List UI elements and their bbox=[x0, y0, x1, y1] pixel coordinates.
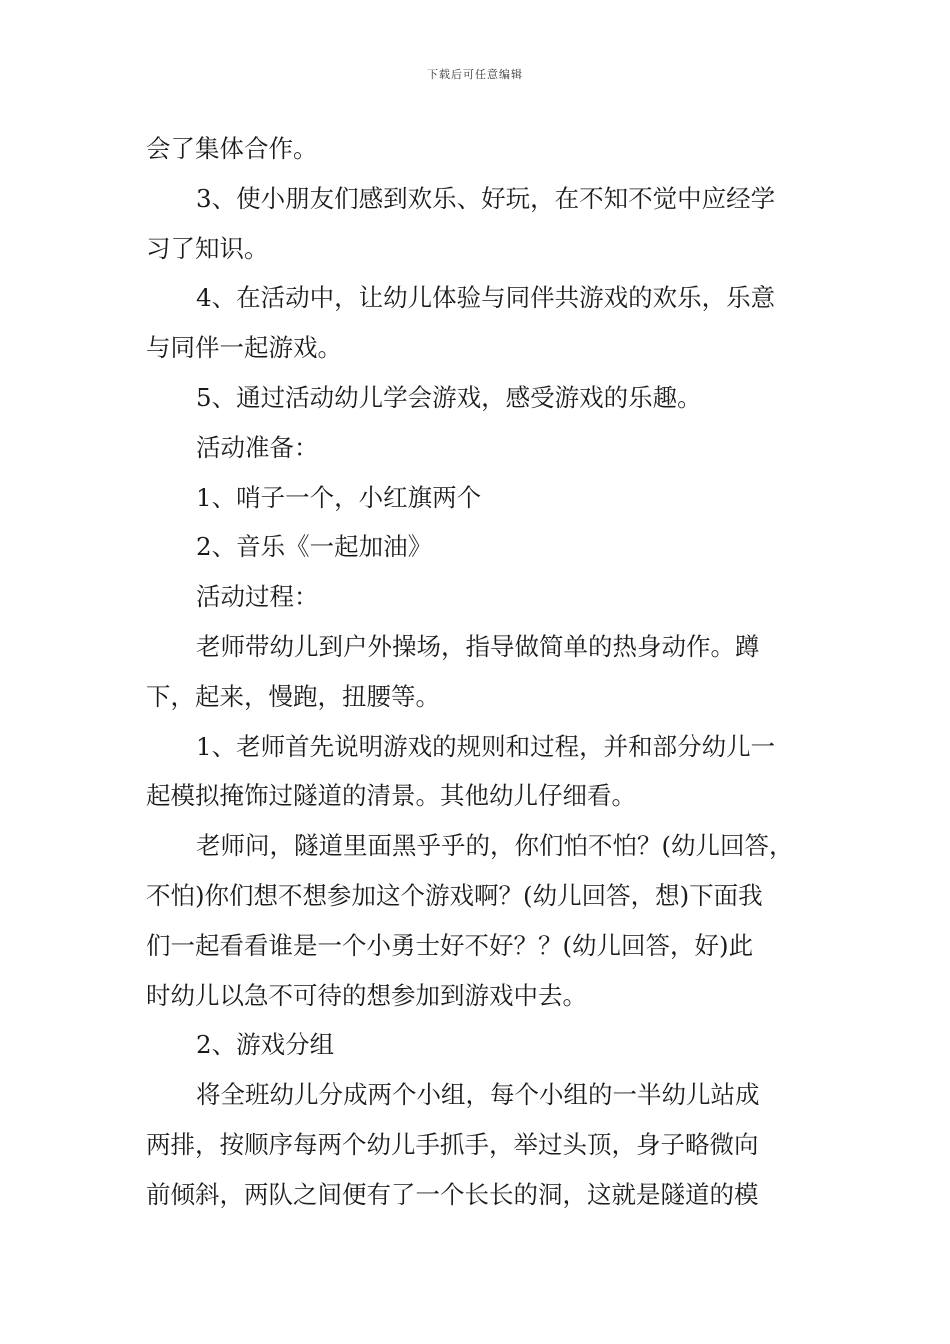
text-line: 下，起来，慢跑，扭腰等。 bbox=[146, 681, 440, 711]
text-line: 3、使小朋友们感到欢乐、好玩，在不知不觉中应经学 bbox=[196, 183, 776, 213]
page-header: 下载后可任意编辑 bbox=[427, 68, 523, 81]
text-line: 老师带幼儿到户外操场，指导做简单的热身动作。蹲 bbox=[196, 631, 760, 661]
text-line: 与同伴一起游戏。 bbox=[146, 333, 342, 363]
text-line: 2、游戏分组 bbox=[196, 1030, 335, 1060]
text-line: 不怕)你们想不想参加这个游戏啊？(幼儿回答，想)下面我 bbox=[146, 880, 763, 910]
document-body bbox=[146, 124, 810, 1220]
text-line: 起模拟掩饰过隧道的清景。其他幼儿仔细看。 bbox=[146, 781, 636, 811]
text-line: 2、音乐《一起加油》 bbox=[196, 532, 433, 562]
text-line: 习了知识。 bbox=[146, 233, 269, 263]
text-line: 两排，按顺序每两个幼儿手抓手，举过头顶，身子略微向 bbox=[146, 1129, 759, 1159]
text-line: 时幼儿以急不可待的想参加到游戏中去。 bbox=[146, 980, 587, 1010]
text-line: 1、老师首先说明游戏的规则和过程，并和部分幼儿一 bbox=[196, 731, 776, 761]
text-line: 1、哨子一个，小红旗两个 bbox=[196, 482, 482, 512]
text-line: 会了集体合作。 bbox=[146, 134, 318, 163]
text-line: 前倾斜，两队之间便有了一个长长的洞，这就是隧道的模 bbox=[146, 1179, 759, 1209]
text-line: 将全班幼儿分成两个小组，每个小组的一半幼儿站成 bbox=[196, 1080, 760, 1110]
text-line: 4、在活动中，让幼儿体验与同伴共游戏的欢乐，乐意 bbox=[196, 283, 776, 313]
section-heading: 活动准备： bbox=[196, 432, 319, 462]
text-line: 老师问，隧道里面黑乎乎的，你们怕不怕？(幼儿回答， bbox=[196, 831, 794, 861]
section-heading: 活动过程： bbox=[196, 582, 319, 612]
text-line: 5、通过活动幼儿学会游戏，感受游戏的乐趣。 bbox=[196, 382, 702, 412]
text-line: 们一起看看谁是一个小勇士好不好？？(幼儿回答，好)此 bbox=[146, 930, 754, 960]
